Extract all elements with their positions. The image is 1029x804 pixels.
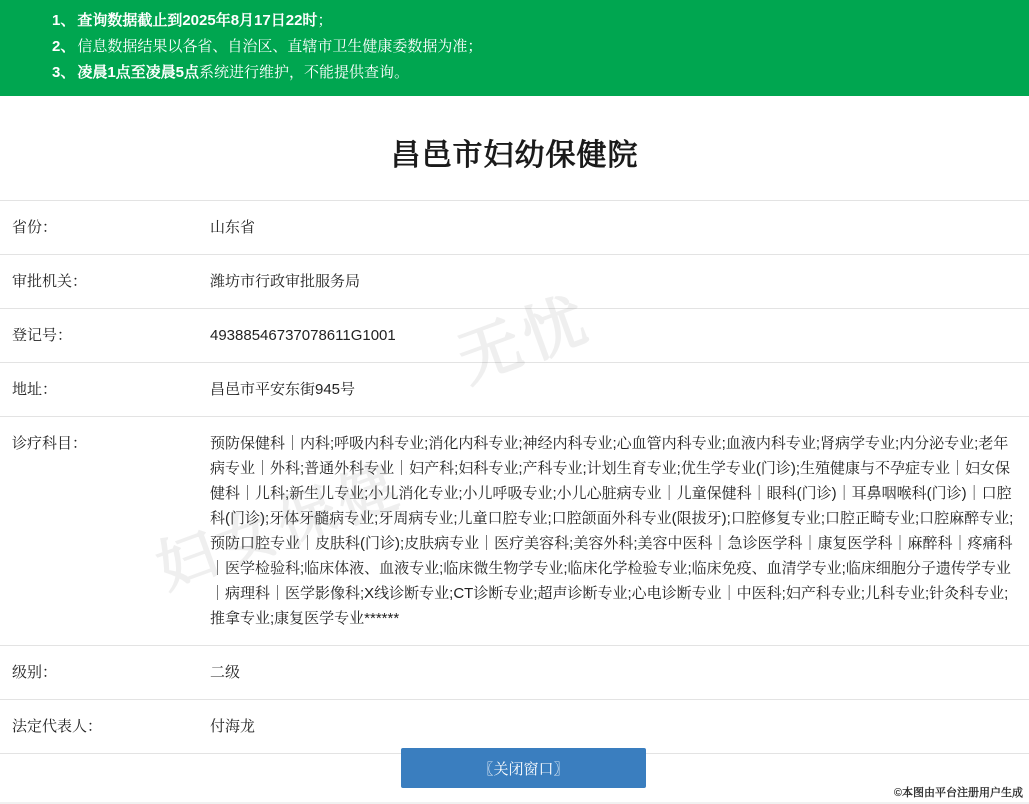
row-label: 地址： bbox=[12, 381, 58, 398]
notice-text bbox=[77, 60, 409, 86]
watermark-text-2: 妇女保健 bbox=[148, 452, 412, 602]
row-value: 49388546737078611G1001 bbox=[210, 327, 396, 344]
notice-text bbox=[77, 34, 482, 60]
table-row bbox=[0, 363, 1029, 417]
title-section bbox=[0, 96, 1029, 200]
table-row bbox=[0, 201, 1029, 255]
notice-bold: 凌晨1点至凌晨5点 bbox=[77, 64, 200, 81]
row-value: 昌邑市平安东街945号 bbox=[210, 381, 356, 398]
notice-bold: 查询数据截止到2025年8月17日22时 bbox=[77, 12, 318, 29]
footer bbox=[0, 742, 1029, 804]
row-label: 诊疗科目： bbox=[12, 435, 88, 452]
table-row bbox=[0, 309, 1029, 363]
notice-line-3 bbox=[0, 60, 1029, 86]
notice-line-2 bbox=[0, 34, 1029, 60]
page-title: 昌邑市妇幼保健院 bbox=[390, 139, 639, 172]
row-value: 潍坊市行政审批服务局 bbox=[210, 273, 361, 290]
row-value-departments: 预防保健科｜内科;呼吸内科专业;消化内科专业;神经内科专业;心血管内科专业;血液内科专业;肾病学专业;内分泌专业;老年病专业｜外科;普通外科专业｜妇产科;妇科专业;产科专业;计划生育专业;优生学专业(门诊);生殖健康与不孕症专业｜妇女保健科｜儿科;新生儿专业;小儿消化专业;小儿呼吸专业;小儿心脏病专业｜儿童保健科｜眼科(门诊)｜耳鼻咽喉科(门诊)｜口腔科(门诊);牙体牙髓病专业;牙周病专业;儿童口腔专业;口腔颌面外科专业(限拔牙);口腔修复专业;口腔正畸专业;口腔麻醉专业;预防口腔专业｜皮肤科(门诊);皮肤病专业｜医疗美容科;美容外科;美容中医科｜急诊医学科｜康复医学科｜麻醉科｜疼痛科｜医学检验科;临床体液、血液专业;临床微生物学专业;临床化学检验专业;临床免疫、血清学专业;临床细胞分子遗传学专业｜病理科｜医学影像科;X线诊断专业;CT诊断专业;超声诊断专业;心电诊断专业｜中医科;妇产科专业;儿科专业;针灸科专业;推拿专业;康复医学专业****** bbox=[210, 435, 1014, 627]
row-value: 山东省 bbox=[210, 219, 256, 236]
notice-number: 1、 bbox=[52, 12, 76, 29]
table-row bbox=[0, 255, 1029, 309]
notice-plain: 系统进行维护，不能提供查询。 bbox=[199, 64, 410, 81]
table-row bbox=[0, 646, 1029, 700]
watermark-text-1: 无忧 bbox=[449, 284, 601, 396]
row-value: 付海龙 bbox=[210, 718, 256, 735]
notice-plain: ； bbox=[317, 12, 333, 29]
close-window-button[interactable]: 〖关闭窗口〗 bbox=[401, 748, 646, 788]
notice-line-1 bbox=[0, 8, 1029, 34]
footer-note: ©本图由平台注册用户生成 bbox=[893, 787, 1023, 799]
row-label: 登记号： bbox=[12, 327, 73, 344]
notice-number: 2、 bbox=[52, 38, 76, 55]
institution-info-table bbox=[0, 200, 1029, 754]
row-label: 审批机关： bbox=[12, 273, 88, 290]
notice-text bbox=[77, 8, 332, 34]
row-value: 二级 bbox=[210, 664, 241, 681]
notice-number: 3、 bbox=[52, 64, 76, 81]
row-label: 省份： bbox=[12, 219, 58, 236]
table-row bbox=[0, 417, 1029, 646]
notice-plain: 信息数据结果以各省、自治区、直辖市卫生健康委数据为准； bbox=[77, 38, 483, 55]
notice-banner bbox=[0, 0, 1029, 96]
row-label: 级别： bbox=[12, 664, 58, 681]
row-label: 法定代表人： bbox=[12, 718, 103, 735]
